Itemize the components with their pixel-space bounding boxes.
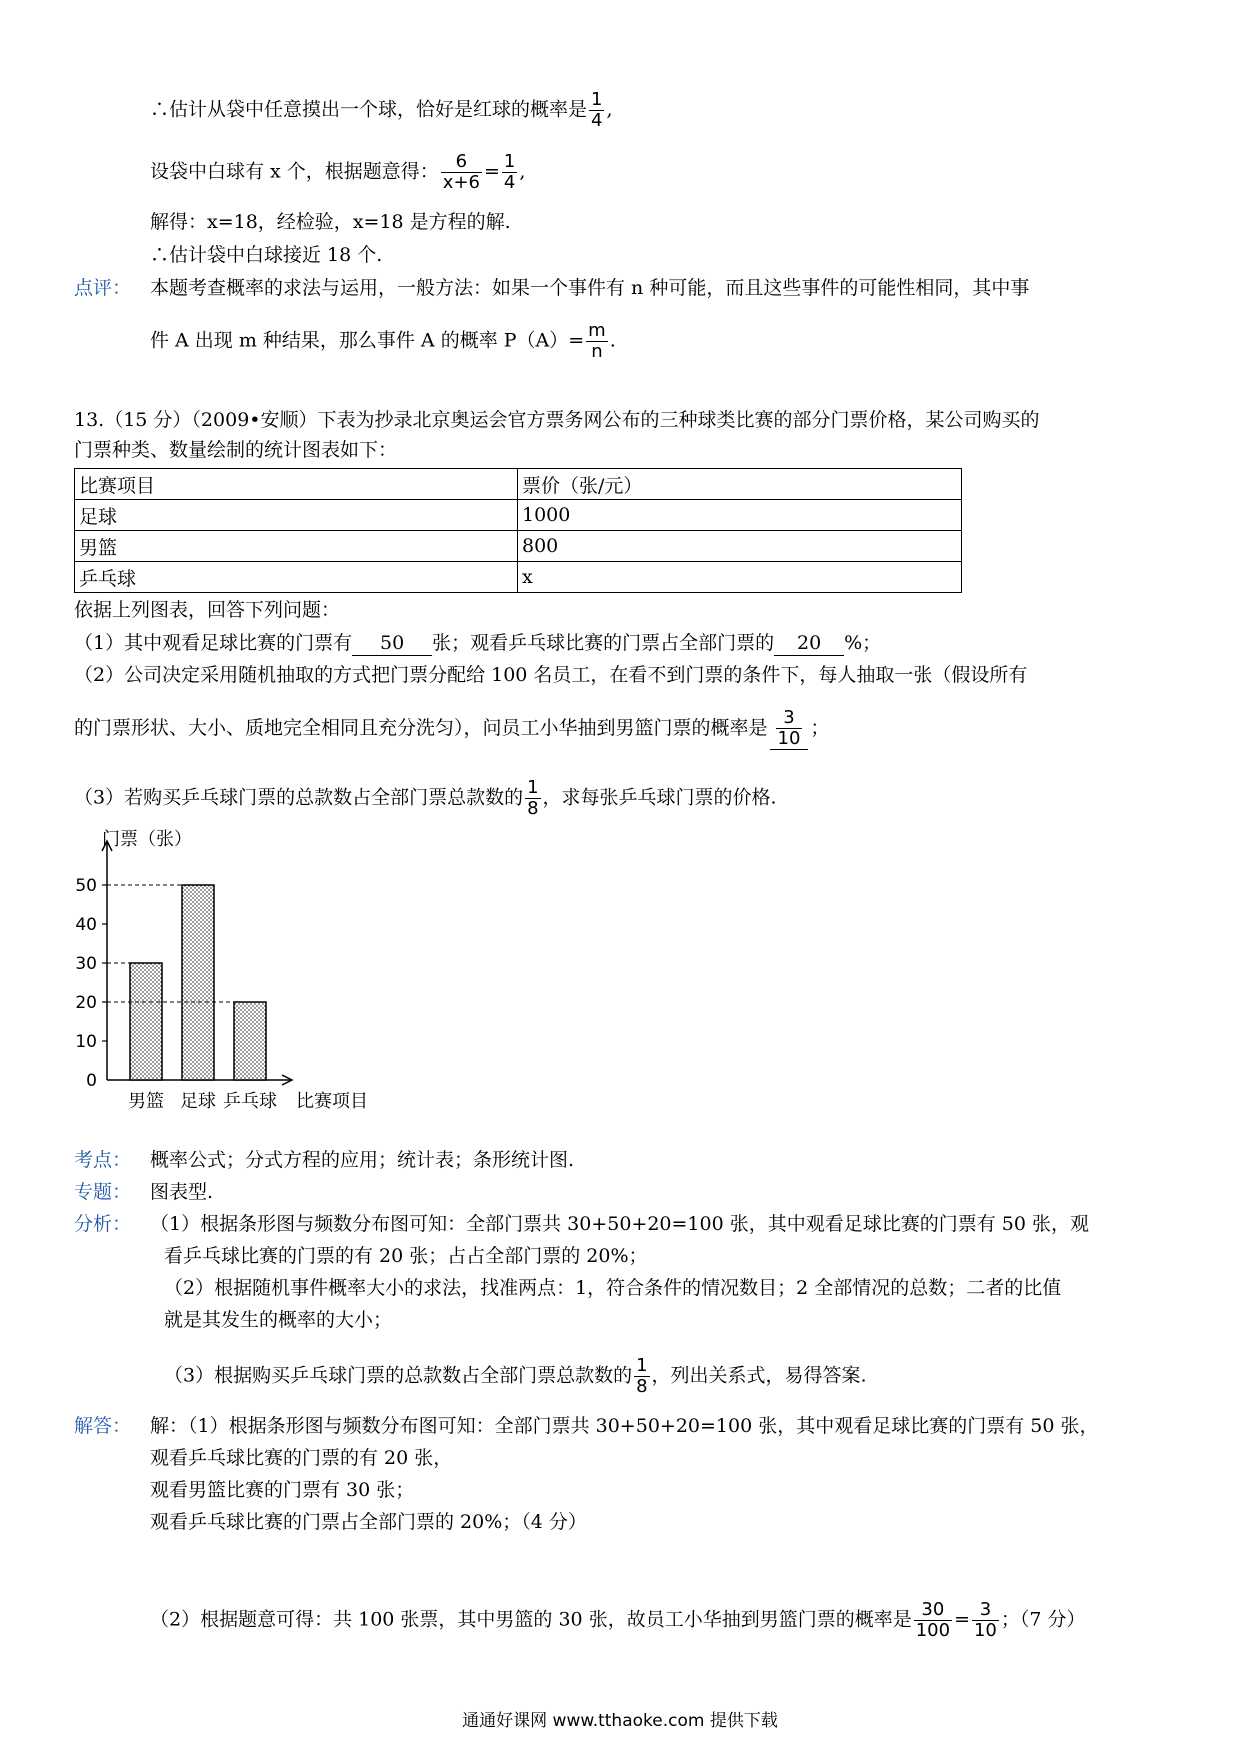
answer-1-line3: 观看男篮比赛的门票有 30 张； [150,1479,415,1501]
q13-part2-line2: 的门票形状、大小、质地完全相同且充分洗匀），问员工小华抽到男篮门票的概率是 $\frac{3}{10}$ ； [74,707,830,749]
table-header-row [75,469,962,500]
q13-intro: 依据上列图表，回答下列问题： [74,599,341,621]
zhuanti-label: 专题： [74,1181,132,1203]
zhuanti-text: 图表型. [150,1181,214,1203]
q13-header-line1: 13.（15 分）（2009•安顺）下表为抄录北京奥运会官方票务网公布的三种球类比赛的部分门票价格，某公司购买的 [74,409,1040,431]
review-label: 点评： [74,277,132,299]
review-line1: 本题考查概率的求法与运用，一般方法：如果一个事件有 n 种可能，而且这些事件的可能性相同，其中事 [150,277,1030,299]
answer-blank: 50 [352,631,432,656]
y-axis-label: 门票（张） [102,829,192,850]
y-tick-label: 30 [75,954,97,974]
fenxi-1-line1: （1）根据条形图与频数分布图可知：全部门票共 30+50+20=100 张，其中观看足球比赛的门票有 50 张，观 [150,1213,1089,1235]
bar-足球 [182,885,214,1080]
fenxi-label: 分析： [74,1213,132,1235]
bar-chart [60,825,440,1125]
q13-header-line2: 门票种类、数量绘制的统计图表如下： [74,439,398,461]
table-row [75,562,962,593]
table-cell: 800 [518,531,962,562]
q13-part2-line1: （2）公司决定采用随机抽取的方式把门票分配给 100 名员工，在看不到门票的条件下，每人抽取一张（假设所有 [74,664,1028,686]
answer-1-line4: 观看乒乓球比赛的门票占全部门票的 20%；（4 分） [150,1511,587,1533]
sol12-line1: ∴估计从袋中任意摸出一个球，恰好是红球的概率是 $\frac{1}{4}$ , [150,89,613,131]
y-tick-label: 10 [75,1032,97,1052]
fraction: $\frac{m}{n}$ [588,320,606,362]
y-tick-label: 40 [75,915,97,935]
y-tick-label: 50 [75,876,97,896]
table-cell: 足球 [75,500,518,531]
sol12-line3: 解得：x=18，经检验，x=18 是方程的解. [150,211,511,233]
answer-2: （2）根据题意可得：共 100 张票，其中男篮的 30 张，故员工小华抽到男篮门票的概率是 $\frac{30}{100}$ = $\frac{3}{10}$ ；（7 分） [150,1599,1086,1641]
answer-fraction: $\frac{3}{10}$ [770,708,809,750]
y-tick-label: 20 [75,993,97,1013]
x-category-label: 乒乓球 [223,1091,277,1112]
answer-label: 解答： [74,1415,132,1437]
q13-part1: （1）其中观看足球比赛的门票有 50 张；观看乒乓球比赛的门票占全部门票的 20 %； [74,632,882,654]
fraction: $\frac{1}{8}$ [527,777,539,819]
fraction: $\frac{1}{4}$ [591,89,603,131]
table-cell: x [518,562,962,593]
fenxi-2-line2: 就是其发生的概率的大小； [164,1309,393,1331]
fenxi-1-line2: 看乒乓球比赛的门票的有 20 张；占占全部门票的 20%； [164,1245,648,1267]
fraction: $\frac{3}{10}$ [973,1599,997,1641]
table-header-cell: 票价（张/元） [518,469,962,500]
answer-1-line2: 观看乒乓球比赛的门票的有 20 张， [150,1447,453,1469]
table-cell: 1000 [518,500,962,531]
price-table [74,468,962,593]
answer-1-line1: 解：（1）根据条形图与频数分布图可知：全部门票共 30+50+20=100 张，其中观看足球比赛的门票有 50 张， [150,1415,1099,1437]
review-line2: 件 A 出现 m 种结果，那么事件 A 的概率 P（A）= $\frac{m}{n}$ . [150,320,616,362]
bar-乒乓球 [234,1002,266,1080]
x-axis-label: 比赛项目 [296,1091,368,1112]
kaodian-text: 概率公式；分式方程的应用；统计表；条形统计图. [150,1149,575,1171]
table-row [75,531,962,562]
table-cell: 男篮 [75,531,518,562]
fenxi-3: （3）根据购买乒乓球门票的总款数占全部门票总款数的 $\frac{1}{8}$ ，列出关系式，易得答案. [164,1355,867,1397]
fraction: $\frac{1}{4}$ [503,151,516,193]
page-footer: 通通好课网 www.tthaoke.com 提供下载 [462,1711,778,1731]
x-category-label: 男篮 [128,1091,164,1112]
x-category-label: 足球 [180,1091,216,1112]
fraction: $\frac{1}{8}$ [636,1355,648,1397]
kaodian-label: 考点： [74,1149,132,1171]
answer-blank: 20 [774,631,844,656]
y-tick-label: 0 [86,1071,97,1091]
table-row [75,500,962,531]
table-cell: 乒乓球 [75,562,518,593]
fenxi-2-line1: （2）根据随机事件概率大小的求法，找准两点：1，符合条件的情况数目；2 全部情况的总数；二者的比值 [164,1277,1062,1299]
fraction: $\frac{30}{100}$ [915,1599,951,1641]
table-header-cell: 比赛项目 [75,469,518,500]
sol12-line4: ∴估计袋中白球接近 18 个. [150,244,383,266]
q13-part3: （3）若购买乒乓球门票的总款数占全部门票总款数的 $\frac{1}{8}$ ，求每张乒乓球门票的价格. [74,777,777,819]
sol12-line2: 设袋中白球有 x 个，根据题意得： $\frac{6}{x+6}$ = $\frac{1}{4}$ , [150,151,526,193]
bar-男篮 [130,963,162,1080]
fraction: $\frac{6}{x+6}$ [442,151,480,193]
